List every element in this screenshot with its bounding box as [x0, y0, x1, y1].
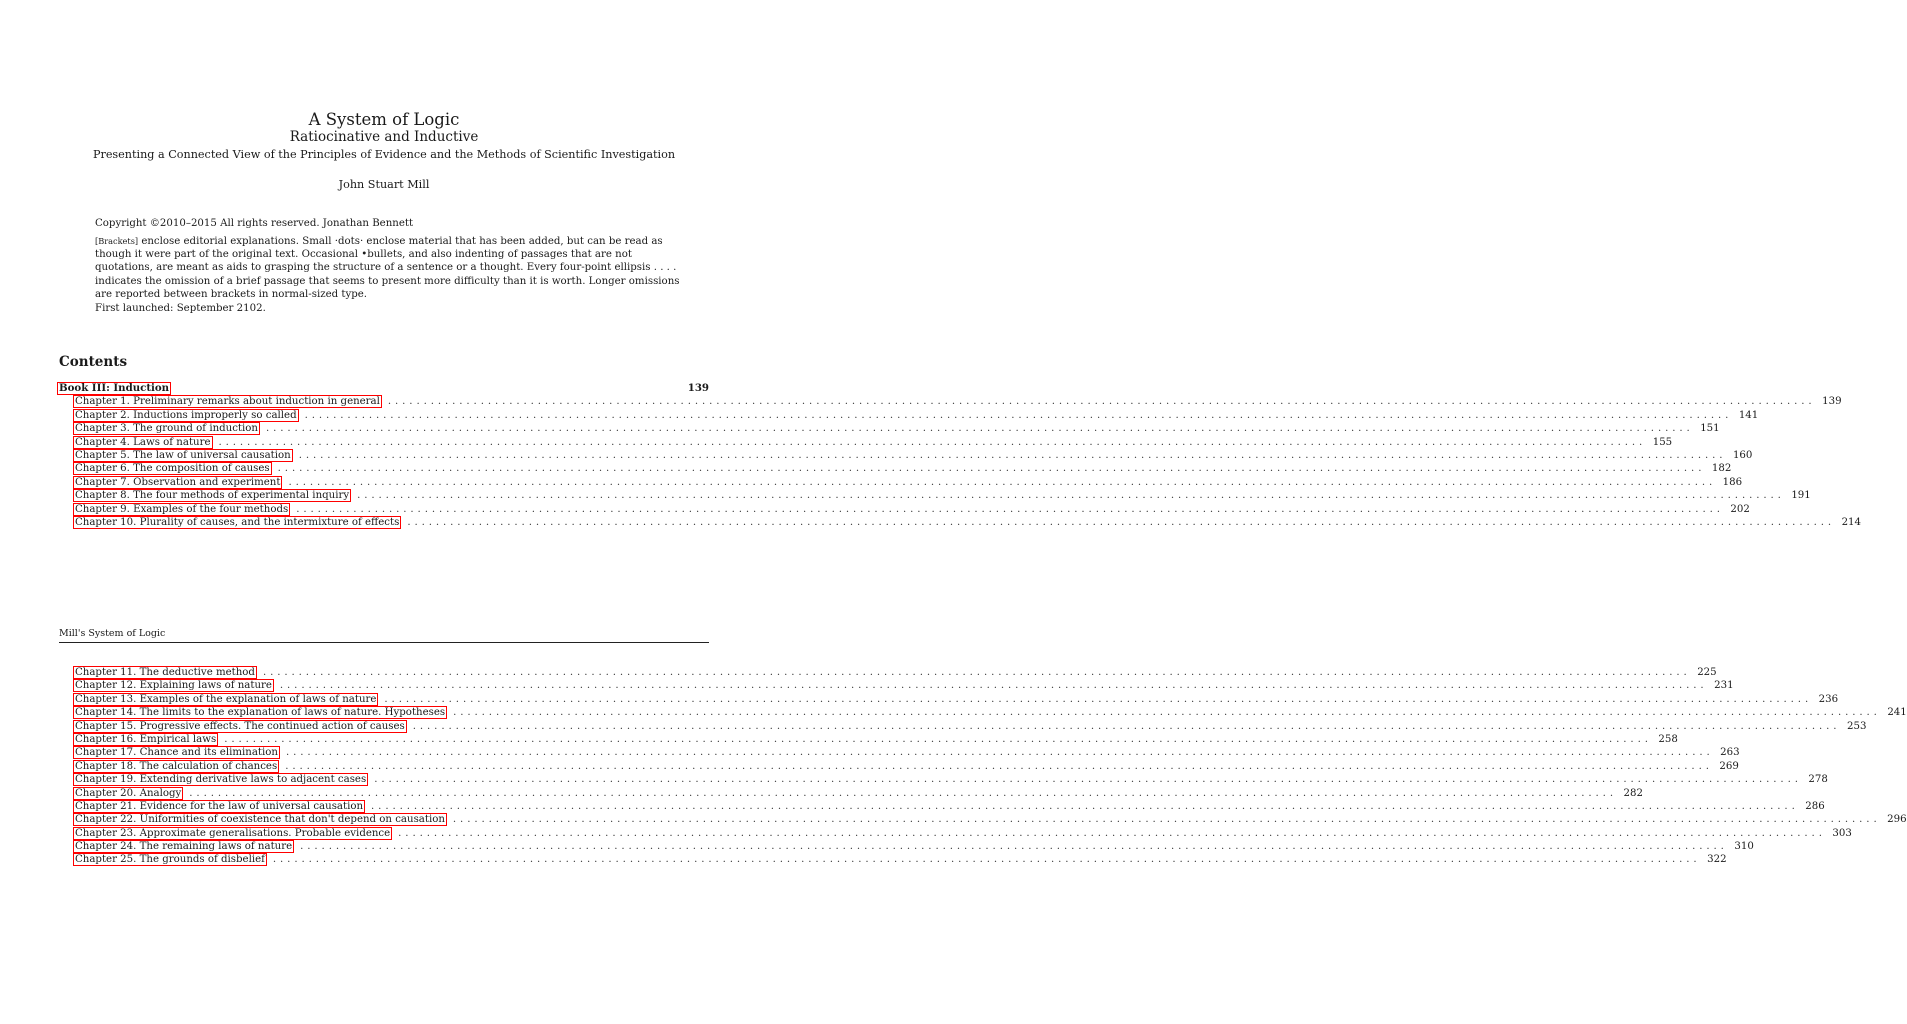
document-title: A System of Logic — [308, 110, 460, 129]
toc-leader-dots: ........................................................................................................................................................................................................ — [277, 463, 1706, 475]
toc-chapter-link[interactable]: Chapter 15. Progressive effects. The continued action of causes — [75, 720, 405, 732]
toc-chapter-entry[interactable] — [59, 503, 1750, 516]
toc-chapter-page: 225 — [1697, 667, 1717, 678]
running-head: Mill's System of Logic — [59, 628, 166, 639]
toc-chapter-entry[interactable] — [59, 787, 1643, 800]
toc-chapter-link[interactable]: Chapter 6. The composition of causes — [75, 463, 270, 475]
copyright-notice: Copyright ©2010–2015 All rights reserved. Jonathan Bennett — [95, 218, 414, 229]
toc-chapter-entry[interactable] — [59, 733, 1678, 746]
toc-book-link[interactable]: Book III: Induction — [59, 382, 170, 394]
toc-chapter-link[interactable]: Chapter 12. Explaining laws of nature — [75, 680, 272, 692]
toc-chapter-page: 253 — [1846, 720, 1867, 732]
toc-leader-dots: ........................................................................................................................................................................................................ — [285, 747, 1714, 759]
toc-leader-dots: ........................................................................................................................................................................................................ — [357, 490, 1785, 502]
editorial-notes — [95, 235, 680, 301]
contents-heading: Contents — [59, 354, 128, 370]
toc-leader-dots: ........................................................................................................................................................................................................ — [452, 814, 1881, 826]
toc-leader-dots: ........................................................................................................................................................................................................ — [387, 396, 1816, 408]
toc-leader-dots: ........................................................................................................................................................................................................ — [384, 693, 1813, 705]
toc-chapter-page: 182 — [1711, 463, 1732, 475]
toc-leader-dots: ........................................................................................................................................................................................................ — [279, 680, 1708, 692]
toc-chapter-page: 269 — [1719, 760, 1739, 772]
toc-chapter-link[interactable]: Chapter 20. Analogy — [75, 787, 182, 799]
toc-chapter-page: 236 — [1818, 693, 1839, 705]
toc-chapter-entry[interactable] — [59, 476, 1743, 489]
toc-chapter-page: 141 — [1738, 409, 1759, 421]
toc-book-page: 139 — [687, 382, 709, 394]
toc-chapter-link[interactable]: Chapter 13. Examples of the explanation of laws of nature — [75, 693, 377, 705]
toc-chapter-entry[interactable] — [59, 800, 1825, 813]
toc-chapter-link[interactable]: Chapter 3. The ground of induction — [75, 423, 258, 435]
toc-leader-dots: ........................................................................................................................................................................................................ — [262, 667, 1691, 678]
toc-chapter-page: 241 — [1887, 707, 1907, 719]
toc-leader-dots: ........................................................................................................................................................................................................ — [298, 449, 1727, 461]
toc-leader-dots: ........................................................................................................................................................................................................ — [218, 436, 1647, 448]
toc-chapter-page: 286 — [1805, 800, 1825, 812]
toc-chapter-page: 191 — [1791, 490, 1811, 502]
brackets-text: enclose editorial explanations. Small ·dots· enclose material that has been added, but can be read as though it were part of the original text. Occasional •bullets, and also indenting of passages that are not quotations, are meant as aids to grasping the structure of a sentence or a thought. Every four-point ellipsis . . . . indicates the omission of a brief passage that seems to present more difficulty than it is worth. Longer omissions are reported between brackets in normal-sized type. — [95, 236, 680, 300]
toc-leader-dots: ........................................................................................................................................................................................................ — [453, 707, 1881, 719]
toc-chapter-link[interactable]: Chapter 8. The four methods of experimental inquiry — [75, 490, 350, 502]
toc-chapter-link[interactable]: Chapter 23. Approximate generalisations. Probable evidence — [75, 827, 391, 839]
toc-chapter-entry[interactable] — [59, 516, 1862, 529]
toc-chapter-link[interactable]: Chapter 1. Preliminary remarks about induction in general — [75, 396, 380, 408]
toc-chapter-entry[interactable] — [59, 827, 1852, 840]
toc-chapter-page: 303 — [1832, 827, 1852, 839]
toc-chapter-entry[interactable] — [59, 693, 1839, 706]
toc-chapter-entry[interactable] — [59, 666, 1717, 679]
toc-chapter-link[interactable]: Chapter 2. Inductions improperly so called — [75, 409, 297, 421]
toc-book-entry[interactable] — [59, 382, 713, 395]
toc-chapter-link[interactable]: Chapter 14. The limits to the explanation of laws of nature. Hypotheses — [75, 707, 446, 719]
brackets-label: [Brackets] — [95, 236, 139, 246]
toc-leader-dots: ........................................................................................................................................................................................................ — [224, 733, 1652, 745]
toc-chapter-entry[interactable] — [59, 760, 1739, 773]
header-rule — [59, 642, 709, 643]
toc-chapter-link[interactable]: Chapter 16. Empirical laws — [75, 733, 217, 745]
document-author: John Stuart Mill — [338, 178, 430, 191]
table-of-contents — [59, 382, 1862, 529]
toc-chapter-link[interactable]: Chapter 7. Observation and experiment — [75, 476, 281, 488]
toc-chapter-entry[interactable] — [59, 853, 1727, 866]
toc-chapter-link[interactable]: Chapter 19. Extending derivative laws to adjacent cases — [75, 774, 367, 786]
toc-chapter-page: 322 — [1707, 854, 1727, 866]
toc-chapter-page: 263 — [1720, 747, 1740, 759]
toc-chapter-page: 151 — [1700, 423, 1720, 435]
toc-chapter-page: 139 — [1822, 396, 1842, 408]
table-of-contents-continued — [59, 666, 1907, 867]
toc-leader-dots: ........................................................................................................................................................................................................ — [288, 476, 1717, 488]
first-launched: First launched: September 2102. — [95, 303, 266, 314]
toc-chapter-link[interactable]: Chapter 4. Laws of nature — [75, 436, 211, 448]
toc-leader-dots: ........................................................................................................................................................................................................ — [407, 516, 1836, 528]
toc-chapter-page: 296 — [1887, 814, 1907, 826]
toc-chapter-entry[interactable] — [59, 840, 1754, 853]
toc-chapter-entry[interactable] — [59, 395, 1842, 408]
toc-chapter-link[interactable]: Chapter 17. Chance and its elimination — [75, 747, 278, 759]
toc-chapter-entry[interactable] — [59, 706, 1907, 719]
toc-leader-dots: ........................................................................................................................................................................................................ — [296, 503, 1724, 515]
toc-chapter-entry[interactable] — [59, 449, 1753, 462]
toc-chapter-link[interactable]: Chapter 10. Plurality of causes, and the intermixture of effects — [75, 516, 400, 528]
toc-chapter-page: 282 — [1623, 787, 1643, 799]
toc-chapter-entry[interactable] — [59, 813, 1907, 826]
toc-chapter-page: 160 — [1732, 449, 1753, 461]
toc-chapter-link[interactable]: Chapter 18. The calculation of chances — [75, 760, 278, 772]
document-subtitle: Ratiocinative and Inductive — [289, 129, 479, 145]
toc-chapter-page: 278 — [1808, 774, 1828, 786]
toc-chapter-entry[interactable] — [59, 409, 1759, 422]
toc-leader-dots: ........................................................................................................................................................................................................ — [189, 787, 1617, 799]
toc-chapter-page: 258 — [1658, 733, 1678, 745]
toc-leader-dots: ........................................................................................................................................................................................................ — [272, 854, 1701, 866]
toc-chapter-entry[interactable] — [59, 422, 1720, 435]
toc-leader-dots: ........................................................................................................................................................................................................ — [304, 409, 1733, 421]
toc-chapter-entry[interactable] — [59, 489, 1811, 502]
toc-chapter-link[interactable]: Chapter 11. The deductive method — [75, 667, 255, 678]
toc-leader-dots: ........................................................................................................................................................................................................ — [412, 720, 1841, 732]
toc-chapter-entry[interactable] — [59, 679, 1734, 692]
toc-chapter-page: 214 — [1841, 516, 1862, 528]
toc-chapter-entry[interactable] — [59, 773, 1828, 786]
toc-chapter-page: 202 — [1730, 503, 1750, 515]
toc-chapter-link[interactable]: Chapter 5. The law of universal causation — [75, 449, 291, 461]
toc-leader-dots: ........................................................................................................................................................................................................ — [398, 827, 1826, 839]
toc-chapter-entry[interactable] — [59, 720, 1867, 733]
toc-chapter-link[interactable]: Chapter 21. Evidence for the law of universal causation — [75, 800, 364, 812]
toc-chapter-entry[interactable] — [59, 436, 1673, 449]
toc-chapter-entry[interactable] — [59, 462, 1732, 475]
toc-leader-dots: ........................................................................................................................................................................................................ — [265, 423, 1694, 435]
toc-chapter-page: 231 — [1714, 680, 1734, 692]
toc-chapter-page: 186 — [1722, 476, 1743, 488]
toc-chapter-link[interactable]: Chapter 22. Uniformities of coexistence that don't depend on causation — [75, 814, 445, 826]
toc-leader-dots: ........................................................................................................................................................................................................ — [285, 760, 1713, 772]
toc-leader-dots: ........................................................................................................................................................................................................ — [300, 841, 1728, 853]
toc-chapter-link[interactable]: Chapter 9. Examples of the four methods — [75, 503, 289, 515]
toc-chapter-page: 310 — [1734, 841, 1754, 853]
document-subsubtitle: Presenting a Connected View of the Principles of Evidence and the Methods of Scientific Investigation — [92, 148, 676, 161]
toc-leader-dots: ........................................................................................................................................................................................................ — [374, 774, 1802, 786]
toc-chapter-link[interactable]: Chapter 25. The grounds of disbelief — [75, 854, 265, 866]
toc-chapter-page: 155 — [1652, 436, 1673, 448]
toc-leader-dots: ........................................................................................................................................................................................................ — [371, 800, 1799, 812]
toc-chapter-entry[interactable] — [59, 746, 1740, 759]
toc-chapter-link[interactable]: Chapter 24. The remaining laws of nature — [75, 841, 293, 853]
